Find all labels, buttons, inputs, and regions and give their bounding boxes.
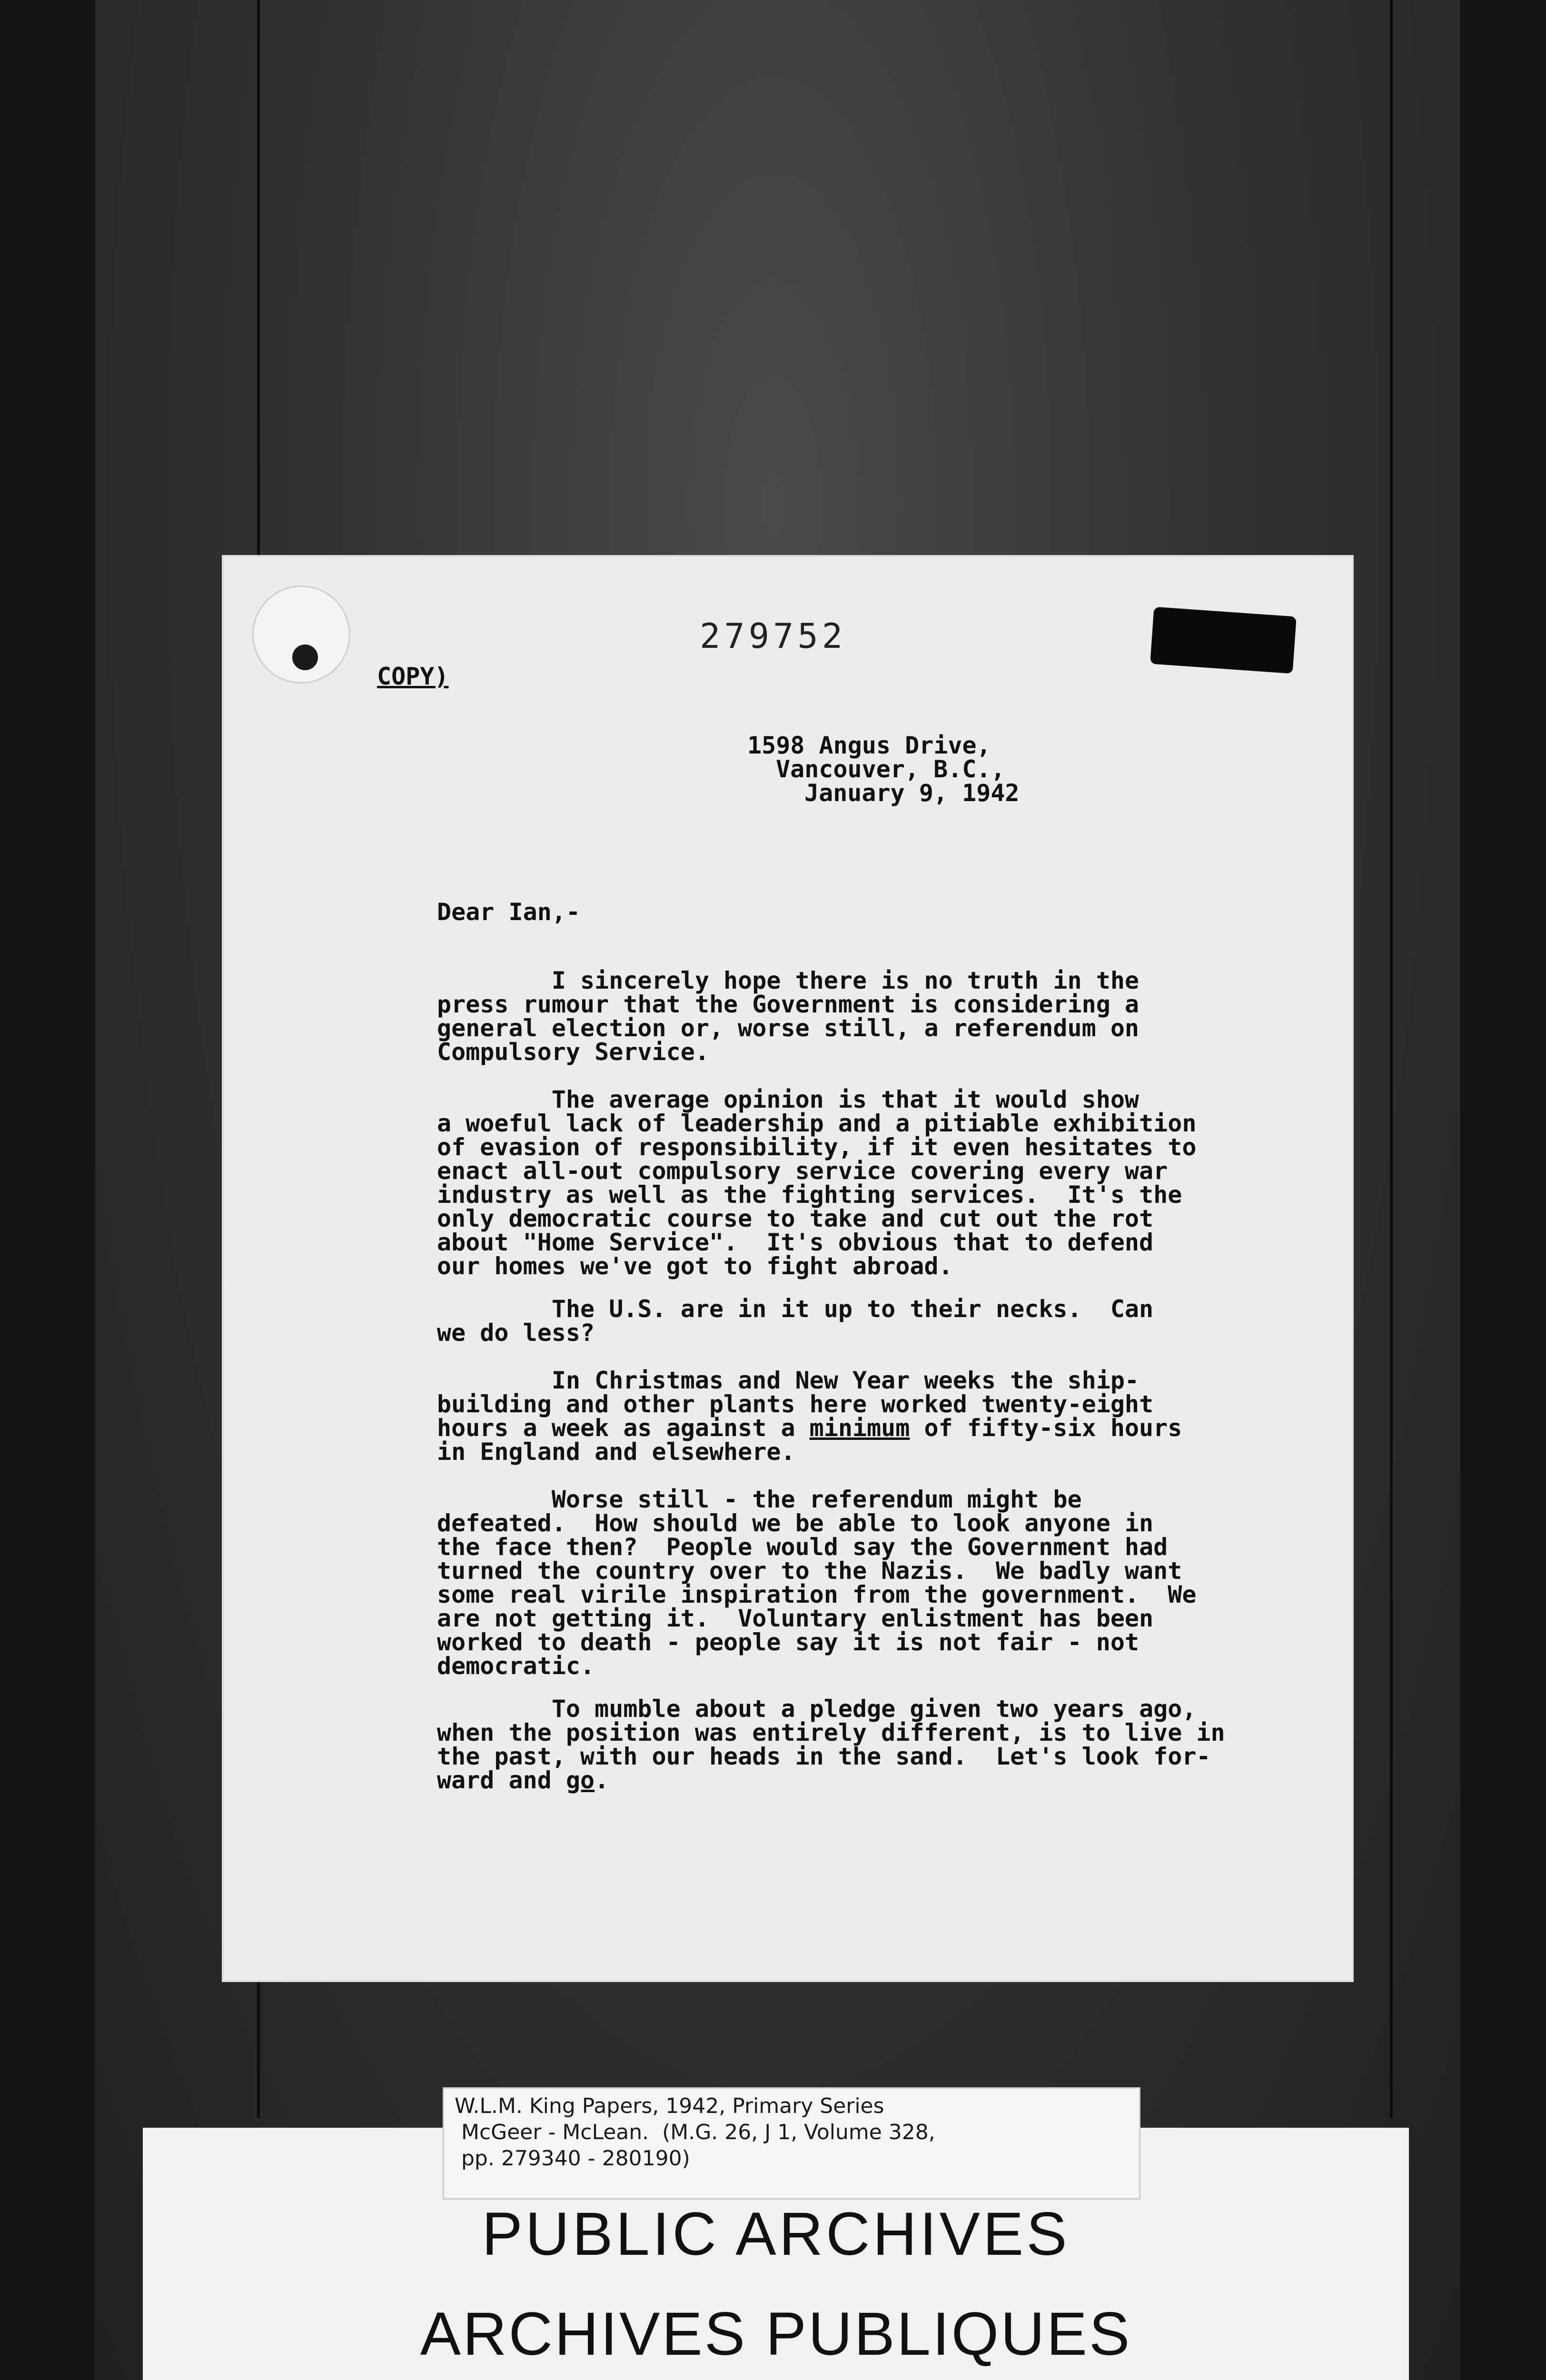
paragraph-3: The U.S. are in it up to their necks. Can we do less? (437, 1295, 1154, 1347)
p6-line2: when the position was entirely different, is to live in (437, 1719, 1225, 1746)
reference-line-3: pp. 279340 - 280190) (455, 2146, 690, 2171)
copy-mark: COPY) (377, 663, 449, 690)
folder-edge-left (0, 0, 95, 2380)
p6-line4-post: . (595, 1766, 609, 1794)
address-line-2: Vancouver, B.C., (776, 755, 1005, 783)
p4-line3-pre: hours a week as against a (437, 1414, 810, 1442)
p4-line4: in England and elsewhere. (437, 1438, 795, 1466)
address-line-3: January 9, 1942 (804, 779, 1020, 807)
paragraph-1: I sincerely hope there is no truth in the press rumour that the Government is considering a general election or, worse still, a referendum on Compulsory Service. (437, 967, 1140, 1066)
folder-edge-right (1460, 0, 1546, 2380)
paragraph-2: The average opinion is that it would show a woeful lack of leadership and a pitiable exhibition of evasion of responsibility, if it even hesitates to enact all-out compulsory service covering every war industry as well as the fighting services. It's the only democratic course to take and cut out the rot about "Home Service". It's obvious that to defend our homes we've got to fight abroad. (437, 1086, 1197, 1280)
punch-center (292, 645, 318, 670)
archive-title-en: PUBLIC ARCHIVES (482, 2200, 1070, 2268)
archive-title-fr: ARCHIVES PUBLIQUES (420, 2300, 1132, 2368)
p4-line2: building and other plants here worked twenty-eight (437, 1390, 1154, 1418)
p4-underlined-word: minimum (809, 1414, 910, 1442)
p4-line3-post: of fifty-six hours (910, 1414, 1182, 1442)
reference-line-1: W.L.M. King Papers, 1942, Primary Series (455, 2094, 884, 2118)
p6-line3: the past, with our heads in the sand. Let's look for- (437, 1743, 1211, 1770)
paragraph-6 (437, 1697, 1246, 1792)
reference-line-2: McGeer - McLean. (M.G. 26, J 1, Volume 328, (455, 2120, 935, 2144)
paragraph-5: Worse still - the referendum might be defeated. How should we be able to look anyone in the face then? People would say the Government had turned the country over to the Nazis. We badly want some real virile inspiration from the government. We are not getting it. Voluntary enlistment has been worked to death - people say it is not fair - not democratic. (437, 1486, 1197, 1680)
address-line-1: 1598 Angus Drive, (747, 732, 991, 759)
p4-line1: In Christmas and New Year weeks the ship- (437, 1367, 1140, 1394)
document-number: 279752 (700, 616, 847, 656)
frame-line-right (1390, 0, 1393, 2118)
p6-line1: To mumble about a pledge given two years ago, (437, 1695, 1197, 1723)
salutation: Dear Ian,- (437, 898, 581, 926)
p6-line4-pre: ward and (437, 1766, 566, 1794)
paragraph-4 (437, 1368, 1246, 1464)
redaction-mark (1150, 607, 1297, 674)
p6-underlined-word: go (565, 1766, 595, 1794)
